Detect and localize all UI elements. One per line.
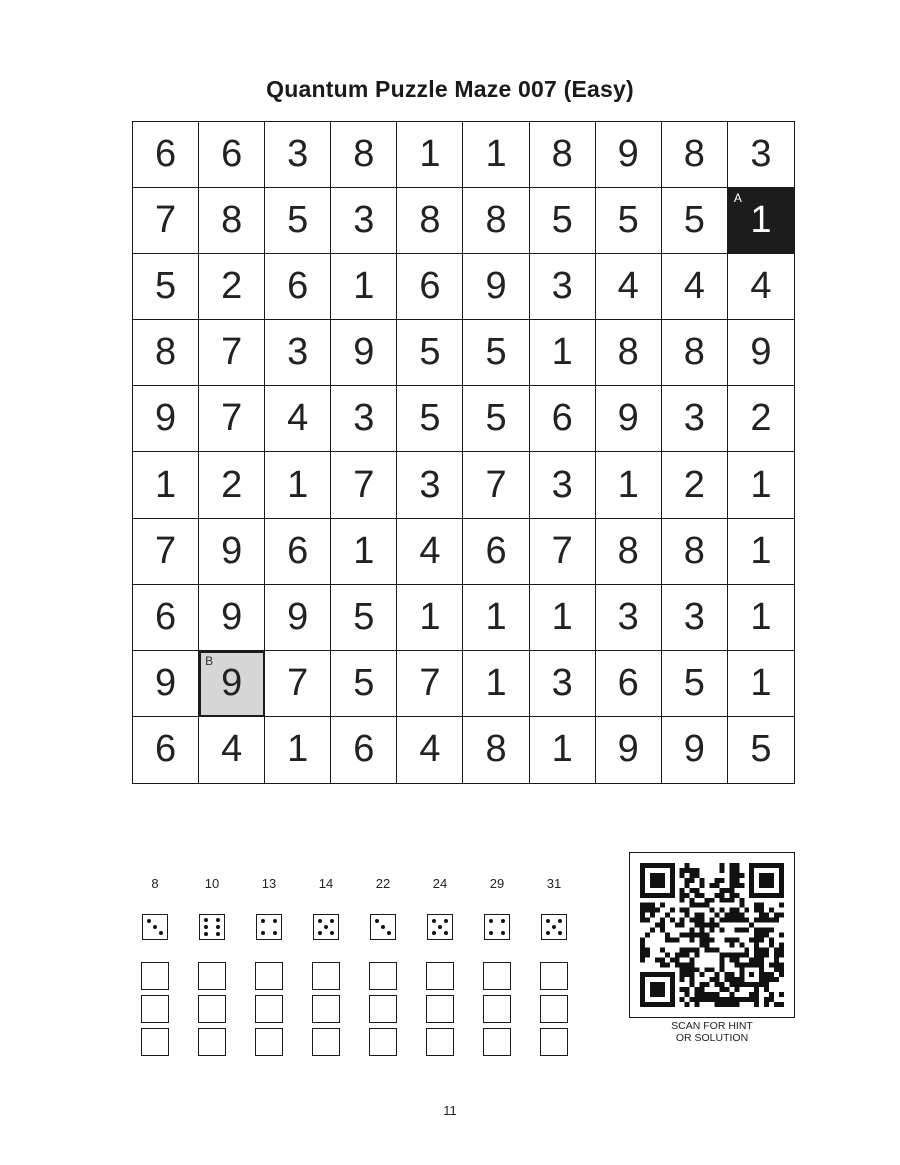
maze-cell[interactable] [397, 651, 463, 717]
die-pip [204, 925, 208, 929]
die-icon [199, 914, 225, 940]
cell-value: 1 [154, 463, 177, 506]
maze-cell[interactable] [662, 188, 728, 254]
cell-value: 2 [683, 463, 705, 506]
maze-cell[interactable] [133, 585, 199, 651]
maze-cell-goal[interactable] [199, 651, 265, 717]
cell-value: 6 [287, 265, 309, 308]
maze-cell[interactable] [463, 254, 529, 320]
answer-box[interactable] [426, 1028, 454, 1056]
cell-value: 3 [287, 133, 309, 176]
cell-value: 2 [221, 265, 243, 308]
maze-cell[interactable] [331, 254, 397, 320]
checkpoint-column [482, 876, 512, 892]
cell-value: 5 [683, 661, 705, 704]
cell-value: 1 [617, 463, 639, 506]
cell-value: 1 [287, 728, 309, 771]
cell-value: 9 [617, 133, 639, 176]
cell-value: 5 [617, 199, 639, 242]
maze-cell[interactable] [463, 122, 529, 188]
qr-caption [629, 1020, 795, 1044]
answer-box[interactable] [198, 1028, 226, 1056]
cell-value: 3 [617, 595, 639, 638]
maze-cell[interactable] [199, 386, 265, 452]
maze-cell[interactable] [463, 651, 529, 717]
cell-value: 8 [154, 331, 177, 374]
qr-caption-line2: OR SOLUTION [675, 1032, 749, 1044]
cell-value: 9 [750, 331, 772, 374]
cell-value: 9 [287, 595, 309, 638]
answer-box[interactable] [540, 1028, 568, 1056]
answer-box[interactable] [312, 995, 340, 1023]
checkpoint-column [140, 876, 170, 892]
maze-cell[interactable] [331, 585, 397, 651]
cell-value: 6 [353, 728, 375, 771]
maze-cell[interactable] [728, 585, 794, 651]
maze-cell[interactable] [397, 717, 463, 783]
die-pip [375, 919, 379, 923]
cell-value: 7 [221, 397, 243, 440]
cell-value: 3 [287, 331, 309, 374]
maze-cell[interactable] [397, 122, 463, 188]
checkpoint-column [425, 876, 455, 892]
cell-value: 3 [551, 463, 573, 506]
cell-value: 5 [750, 728, 772, 771]
cell-value: 7 [287, 661, 309, 704]
checkpoint-target: 13 [261, 876, 277, 891]
cell-value: 1 [353, 529, 375, 572]
maze-cell[interactable] [662, 254, 728, 320]
cell-value: 9 [221, 661, 243, 704]
die-pip [318, 931, 322, 935]
maze-cell[interactable] [133, 519, 199, 585]
cell-marker: A [733, 191, 742, 206]
maze-cell[interactable] [596, 320, 662, 386]
maze-cell[interactable] [596, 585, 662, 651]
die-pip [381, 925, 385, 929]
maze-cell[interactable] [199, 519, 265, 585]
maze-cell[interactable] [133, 320, 199, 386]
cell-value: 9 [485, 265, 507, 308]
die-pip [216, 932, 220, 936]
die-pip [489, 919, 493, 923]
cell-value: 4 [287, 397, 309, 440]
cell-value: 4 [617, 265, 639, 308]
maze-cell[interactable] [596, 188, 662, 254]
cell-value: 1 [551, 331, 573, 374]
cell-value: 5 [485, 331, 507, 374]
maze-cell[interactable] [397, 452, 463, 518]
cell-value: 8 [617, 331, 639, 374]
checkpoint-column [197, 876, 227, 892]
maze-cell[interactable] [265, 717, 331, 783]
maze-cell[interactable] [331, 188, 397, 254]
cell-value: 8 [419, 199, 441, 242]
checkpoint-column [254, 876, 284, 892]
maze-cell-start[interactable] [728, 188, 794, 254]
answer-box[interactable] [540, 962, 568, 990]
cell-value: 8 [617, 529, 639, 572]
maze-cell[interactable] [662, 452, 728, 518]
cell-value: 5 [419, 331, 441, 374]
maze-cell[interactable] [265, 452, 331, 518]
maze-cell[interactable] [265, 585, 331, 651]
cell-value: 1 [485, 661, 507, 704]
cell-value: 9 [154, 397, 177, 440]
maze-cell[interactable] [728, 717, 794, 783]
cell-value: 3 [683, 397, 705, 440]
answer-box[interactable] [369, 995, 397, 1023]
maze-cell[interactable] [463, 320, 529, 386]
die-pip [330, 919, 334, 923]
die-pip [273, 919, 277, 923]
answer-box[interactable] [198, 962, 226, 990]
maze-cell[interactable] [728, 320, 794, 386]
maze-cell[interactable] [199, 254, 265, 320]
cell-value: 3 [683, 595, 705, 638]
maze-cell[interactable] [397, 254, 463, 320]
cell-value: 8 [485, 728, 507, 771]
checkpoint-target: 10 [204, 876, 220, 891]
answer-box[interactable] [141, 1028, 169, 1056]
maze-cell[interactable] [331, 320, 397, 386]
cell-value: 1 [551, 728, 573, 771]
maze-cell[interactable] [199, 188, 265, 254]
maze-cell[interactable] [133, 651, 199, 717]
maze-cell[interactable] [463, 519, 529, 585]
maze-cell[interactable] [463, 452, 529, 518]
cell-value: 9 [221, 595, 243, 638]
maze-cell[interactable] [199, 585, 265, 651]
cell-value: 4 [419, 529, 441, 572]
cell-value: 8 [551, 133, 573, 176]
die-pip [216, 925, 220, 929]
maze-cell[interactable] [728, 651, 794, 717]
cell-value: 9 [353, 331, 375, 374]
maze-cell[interactable] [397, 188, 463, 254]
cell-value: 8 [221, 199, 243, 242]
maze-cell[interactable] [530, 122, 596, 188]
maze-cell[interactable] [265, 519, 331, 585]
die-pip [159, 931, 163, 935]
die-icon [541, 914, 567, 940]
die-pip [261, 931, 265, 935]
cell-value: 1 [551, 595, 573, 638]
maze-cell[interactable] [596, 717, 662, 783]
die-pip [153, 925, 157, 929]
cell-value: 7 [154, 199, 177, 242]
answer-box[interactable] [312, 1028, 340, 1056]
answer-box[interactable] [255, 1028, 283, 1056]
die-pip [444, 931, 448, 935]
cell-value: 6 [617, 661, 639, 704]
cell-value: 7 [485, 463, 507, 506]
maze-cell[interactable] [331, 122, 397, 188]
cell-value: 9 [617, 397, 639, 440]
cell-value: 1 [750, 463, 772, 506]
cell-value: 3 [353, 199, 375, 242]
cell-value: 8 [683, 133, 705, 176]
cell-value: 9 [221, 529, 243, 572]
answer-box[interactable] [369, 1028, 397, 1056]
checkpoint-target: 22 [375, 876, 391, 891]
cell-value: 4 [683, 265, 705, 308]
die-pip [546, 931, 550, 935]
cell-value: 6 [419, 265, 441, 308]
maze-cell[interactable] [530, 717, 596, 783]
maze-cell[interactable] [133, 386, 199, 452]
cell-value: 8 [683, 529, 705, 572]
maze-cell[interactable] [199, 320, 265, 386]
maze-cell[interactable] [530, 585, 596, 651]
cell-value: 4 [750, 265, 772, 308]
die-pip [204, 918, 208, 922]
maze-cell[interactable] [265, 651, 331, 717]
maze-cell[interactable] [662, 320, 728, 386]
die-pip [387, 931, 391, 935]
answer-box[interactable] [483, 962, 511, 990]
cell-value: 1 [750, 661, 772, 704]
maze-cell[interactable] [728, 519, 794, 585]
die-pip [501, 931, 505, 935]
qr-caption-line1: SCAN FOR HINT [671, 1020, 753, 1032]
maze-cell[interactable] [530, 386, 596, 452]
maze-cell[interactable] [331, 519, 397, 585]
die-pip [330, 931, 334, 935]
checkpoint-target: 31 [546, 876, 562, 891]
die-pip [432, 919, 436, 923]
cell-value: 5 [683, 199, 705, 242]
cell-value: 6 [221, 133, 243, 176]
die-pip [546, 919, 550, 923]
maze-cell[interactable] [662, 122, 728, 188]
cell-value: 6 [154, 133, 177, 176]
cell-value: 7 [353, 463, 375, 506]
cell-value: 1 [353, 265, 375, 308]
maze-cell[interactable] [662, 519, 728, 585]
maze-cell[interactable] [199, 122, 265, 188]
cell-value: 5 [353, 595, 375, 638]
cell-value: 1 [419, 133, 441, 176]
die-icon [142, 914, 168, 940]
checkpoint-target: 29 [489, 876, 505, 891]
die-pip [444, 919, 448, 923]
cell-value: 6 [154, 728, 177, 771]
cell-value: 3 [551, 661, 573, 704]
checkpoint-column [368, 876, 398, 892]
die-pip [489, 931, 493, 935]
checkpoint-target: 24 [432, 876, 448, 891]
cell-value: 7 [419, 661, 441, 704]
cell-value: 8 [683, 331, 705, 374]
cell-value: 4 [419, 728, 441, 771]
maze-cell[interactable] [530, 651, 596, 717]
cell-value: 1 [750, 595, 772, 638]
maze-cell[interactable] [133, 717, 199, 783]
maze-cell[interactable] [331, 386, 397, 452]
die-pip [318, 919, 322, 923]
maze-cell[interactable] [530, 320, 596, 386]
die-icon [370, 914, 396, 940]
cell-value: 1 [750, 529, 772, 572]
qr-code[interactable] [629, 852, 795, 1018]
maze-cell[interactable] [728, 452, 794, 518]
maze-cell[interactable] [728, 254, 794, 320]
cell-value: 5 [287, 199, 309, 242]
maze-cell[interactable] [463, 585, 529, 651]
die-icon [313, 914, 339, 940]
checkpoint-column [539, 876, 569, 892]
cell-value: 9 [154, 661, 177, 704]
maze-cell[interactable] [265, 188, 331, 254]
maze-cell[interactable] [662, 717, 728, 783]
die-icon [256, 914, 282, 940]
cell-value: 7 [221, 331, 243, 374]
cell-value: 2 [221, 463, 243, 506]
cell-value: 5 [485, 397, 507, 440]
cell-value: 6 [485, 529, 507, 572]
die-pip [438, 925, 442, 929]
answer-box[interactable] [483, 995, 511, 1023]
maze-cell[interactable] [530, 254, 596, 320]
page-number: 11 [443, 1103, 457, 1118]
die-pip [501, 919, 505, 923]
die-pip [558, 931, 562, 935]
cell-value: 6 [551, 397, 573, 440]
answer-box[interactable] [198, 995, 226, 1023]
checkpoint-target: 8 [151, 876, 159, 891]
maze-cell[interactable] [728, 386, 794, 452]
cell-value: 7 [154, 529, 177, 572]
puzzle-title: Quantum Puzzle Maze 007 (Easy) [266, 76, 634, 102]
die-pip [273, 931, 277, 935]
maze-cell[interactable] [596, 651, 662, 717]
die-pip [216, 918, 220, 922]
cell-value: 3 [353, 397, 375, 440]
cell-value: 6 [287, 529, 309, 572]
cell-value: 9 [617, 728, 639, 771]
cell-value: 1 [485, 133, 507, 176]
cell-value: 5 [353, 661, 375, 704]
cell-value: 5 [154, 265, 177, 308]
answer-box[interactable] [255, 962, 283, 990]
maze-cell[interactable] [662, 386, 728, 452]
answer-box[interactable] [426, 962, 454, 990]
maze-cell[interactable] [596, 254, 662, 320]
answer-box[interactable] [141, 962, 169, 990]
cell-value: 1 [485, 595, 507, 638]
maze-cell[interactable] [397, 519, 463, 585]
maze-cell[interactable] [265, 386, 331, 452]
checkpoint-column [311, 876, 341, 892]
cell-value: 8 [485, 199, 507, 242]
maze-cell[interactable] [530, 452, 596, 518]
cell-marker: B [205, 653, 214, 668]
die-pip [432, 931, 436, 935]
die-icon [427, 914, 453, 940]
maze-cell[interactable] [662, 585, 728, 651]
maze-cell[interactable] [331, 452, 397, 518]
cell-value: 3 [419, 463, 441, 506]
cell-value: 9 [683, 728, 705, 771]
maze-cell[interactable] [199, 452, 265, 518]
maze-cell[interactable] [463, 188, 529, 254]
maze-cell[interactable] [331, 717, 397, 783]
die-pip [204, 932, 208, 936]
maze-cell[interactable] [463, 717, 529, 783]
qr-code-image [640, 863, 784, 1007]
maze-cell[interactable] [596, 519, 662, 585]
maze-cell[interactable] [133, 254, 199, 320]
maze-cell[interactable] [331, 651, 397, 717]
cell-value: 7 [551, 529, 573, 572]
maze-cell[interactable] [133, 122, 199, 188]
cell-value: 2 [750, 397, 772, 440]
die-pip [558, 919, 562, 923]
maze-cell[interactable] [530, 188, 596, 254]
cell-value: 3 [551, 265, 573, 308]
answer-box[interactable] [483, 1028, 511, 1056]
maze-cell[interactable] [397, 320, 463, 386]
maze-cell[interactable] [596, 122, 662, 188]
cell-value: 8 [353, 133, 375, 176]
answer-box[interactable] [369, 962, 397, 990]
maze-cell[interactable] [133, 188, 199, 254]
maze-cell[interactable] [530, 519, 596, 585]
maze-cell[interactable] [397, 585, 463, 651]
maze-cell[interactable] [199, 717, 265, 783]
die-pip [147, 919, 151, 923]
maze-cell[interactable] [596, 452, 662, 518]
maze-cell[interactable] [596, 386, 662, 452]
maze-cell[interactable] [265, 122, 331, 188]
maze-cell[interactable] [463, 386, 529, 452]
cell-value: 1 [419, 595, 441, 638]
maze-cell[interactable] [662, 651, 728, 717]
cell-value: 6 [154, 595, 177, 638]
cell-value: 5 [551, 199, 573, 242]
maze-cell[interactable] [265, 254, 331, 320]
die-pip [324, 925, 328, 929]
answer-box[interactable] [312, 962, 340, 990]
cell-value: 1 [750, 199, 772, 242]
cell-value: 3 [750, 133, 772, 176]
die-pip [261, 919, 265, 923]
maze-cell[interactable] [728, 122, 794, 188]
cell-value: 4 [221, 728, 243, 771]
answer-box[interactable] [426, 995, 454, 1023]
maze-cell[interactable] [265, 320, 331, 386]
maze-grid [132, 121, 795, 784]
checkpoint-target: 14 [318, 876, 334, 891]
die-pip [552, 925, 556, 929]
answer-box[interactable] [141, 995, 169, 1023]
cell-value: 1 [287, 463, 309, 506]
maze-cell[interactable] [133, 452, 199, 518]
cell-value: 5 [419, 397, 441, 440]
answer-box[interactable] [255, 995, 283, 1023]
maze-cell[interactable] [397, 386, 463, 452]
die-icon [484, 914, 510, 940]
answer-box[interactable] [540, 995, 568, 1023]
